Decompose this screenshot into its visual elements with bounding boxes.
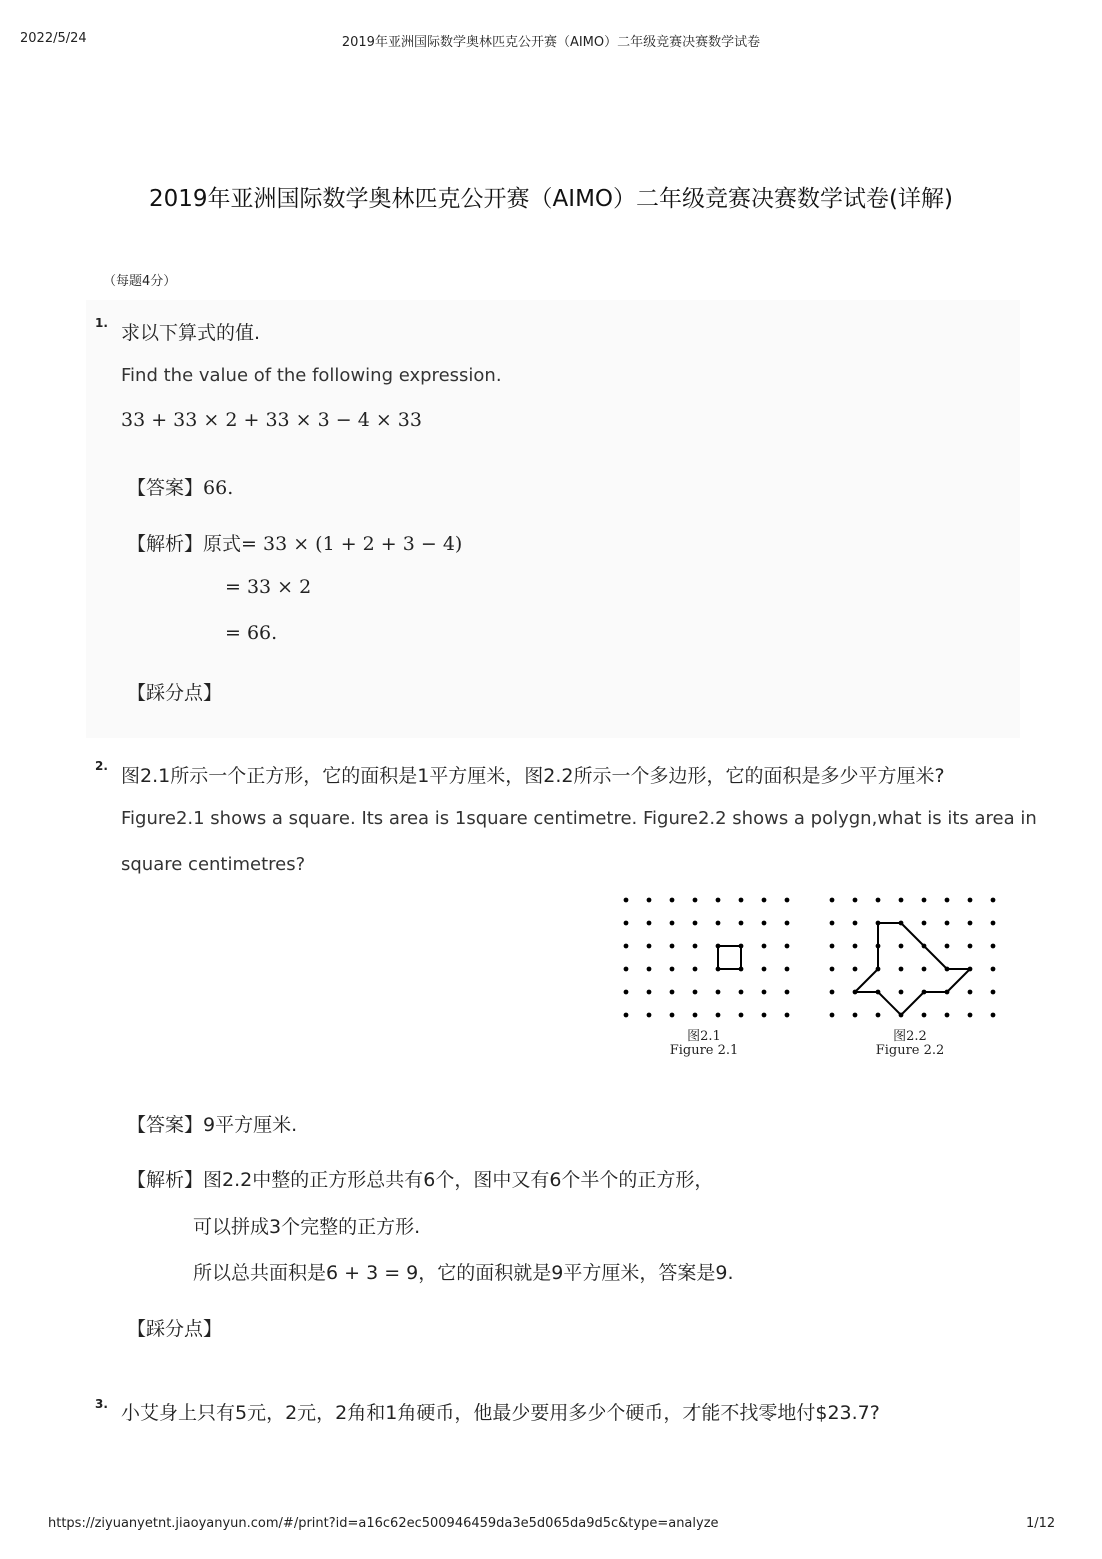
grid-dot bbox=[693, 921, 698, 926]
grid-dot bbox=[968, 944, 973, 949]
grid-dot bbox=[922, 967, 927, 972]
grid-dot bbox=[830, 1013, 835, 1018]
question-1-text-zh: 求以下算式的值. bbox=[121, 322, 261, 344]
grid-dot bbox=[716, 1013, 721, 1018]
grid-dot bbox=[624, 921, 629, 926]
grid-dot bbox=[739, 990, 744, 995]
answer-label: 【答案】 bbox=[127, 1114, 204, 1136]
question-2-text-zh: 图2.1所示一个正方形，它的面积是1平方厘米，图2.2所示一个多边形，它的面积是多少平方厘米? bbox=[121, 765, 945, 787]
grid-dot bbox=[968, 1013, 973, 1018]
grid-dot bbox=[830, 921, 835, 926]
grid-dot bbox=[716, 990, 721, 995]
figure-2-1-dot-grid bbox=[624, 898, 790, 1018]
grid-dot bbox=[670, 1013, 675, 1018]
question-1-number: 1. bbox=[95, 316, 108, 330]
grid-dot bbox=[899, 898, 904, 903]
analysis-line-3: 所以总共面积是6 + 3 = 9，它的面积就是9平方厘米，答案是9. bbox=[193, 1262, 734, 1284]
print-doc-title: 2019年亚洲国际数学奥林匹克公开赛（AIMO）二年级竞赛决赛数学试卷 bbox=[341, 35, 761, 50]
grid-dot bbox=[762, 990, 767, 995]
figure-2-1-caption-en: Figure 2.1 bbox=[669, 1043, 739, 1058]
grid-dot bbox=[716, 921, 721, 926]
question-2-points-label: 【踩分点】 bbox=[127, 1318, 223, 1340]
grid-dot bbox=[853, 898, 858, 903]
question-1-analysis bbox=[127, 529, 462, 556]
grid-dot bbox=[945, 944, 950, 949]
grid-dot bbox=[693, 990, 698, 995]
grid-dot bbox=[876, 898, 881, 903]
grid-dot bbox=[991, 898, 996, 903]
grid-dot bbox=[830, 944, 835, 949]
grid-dot bbox=[830, 898, 835, 903]
question-2-analysis bbox=[127, 1165, 713, 1192]
grid-dot bbox=[945, 1013, 950, 1018]
grid-dot bbox=[785, 898, 790, 903]
grid-dot bbox=[647, 944, 652, 949]
page-title: 2019年亚洲国际数学奥林匹克公开赛（AIMO）二年级竞赛决赛数学试卷(详解) bbox=[149, 186, 953, 212]
grid-dot bbox=[762, 1013, 767, 1018]
grid-dot bbox=[624, 967, 629, 972]
grid-dot bbox=[830, 967, 835, 972]
analysis-label: 【解析】 bbox=[127, 1169, 204, 1191]
grid-dot bbox=[830, 990, 835, 995]
grid-dot bbox=[670, 944, 675, 949]
grid-dot bbox=[624, 898, 629, 903]
grid-dot bbox=[693, 1013, 698, 1018]
grid-dot bbox=[876, 1013, 881, 1018]
grid-dot bbox=[716, 898, 721, 903]
grid-dot bbox=[785, 944, 790, 949]
answer-label: 【答案】 bbox=[127, 477, 204, 499]
question-2-text-en-1: Figure2.1 shows a square. Its area is 1square centimetre. Figure2.2 shows a polygn,what is its area in bbox=[121, 808, 1037, 829]
score-note: （每题4分） bbox=[103, 274, 177, 289]
grid-dot bbox=[647, 990, 652, 995]
grid-dot bbox=[899, 967, 904, 972]
grid-dot bbox=[693, 898, 698, 903]
grid-dot bbox=[647, 898, 652, 903]
question-3-text-zh: 小艾身上只有5元，2元，2角和1角硬币，他最少要用多少个硬币，才能不找零地付$23.7? bbox=[121, 1402, 880, 1424]
figure-2-2-dot-grid bbox=[830, 898, 996, 1018]
print-date: 2022/5/24 bbox=[20, 31, 87, 46]
analysis-line-2: = 33 × 2 bbox=[225, 576, 312, 598]
grid-dot bbox=[762, 921, 767, 926]
grid-dot bbox=[762, 898, 767, 903]
question-3-number: 3. bbox=[95, 1397, 108, 1411]
grid-dot bbox=[991, 1013, 996, 1018]
grid-dot bbox=[853, 921, 858, 926]
grid-dot bbox=[922, 898, 927, 903]
grid-dot bbox=[785, 990, 790, 995]
grid-dot bbox=[968, 921, 973, 926]
grid-dot bbox=[899, 990, 904, 995]
grid-dot bbox=[670, 921, 675, 926]
grid-dot bbox=[670, 898, 675, 903]
question-2-text-en-2: square centimetres? bbox=[121, 854, 306, 875]
grid-dot bbox=[922, 921, 927, 926]
figure-2-1-caption-zh: 图2.1 bbox=[687, 1029, 721, 1044]
question-2-figures bbox=[610, 885, 1020, 1035]
grid-dot bbox=[762, 967, 767, 972]
grid-dot bbox=[991, 990, 996, 995]
grid-dot bbox=[647, 1013, 652, 1018]
question-1-expression: 33 + 33 × 2 + 33 × 3 − 4 × 33 bbox=[121, 409, 422, 431]
question-2-number: 2. bbox=[95, 759, 108, 773]
grid-dot bbox=[739, 1013, 744, 1018]
grid-dot bbox=[968, 898, 973, 903]
page-number: 1/12 bbox=[1026, 1516, 1056, 1531]
question-1-text-en: Find the value of the following expression. bbox=[121, 365, 502, 386]
grid-dot bbox=[693, 967, 698, 972]
answer-value: 66. bbox=[203, 477, 234, 499]
analysis-line-1: 图2.2中整的正方形总共有6个，图中又有6个半个的正方形， bbox=[203, 1169, 714, 1191]
analysis-line-2: 可以拼成3个完整的正方形. bbox=[193, 1216, 421, 1238]
grid-dot bbox=[693, 944, 698, 949]
analysis-line-1: = 33 × (1 + 2 + 3 − 4) bbox=[241, 533, 463, 555]
figure-2-2-polygon bbox=[855, 923, 970, 1015]
grid-dot bbox=[647, 921, 652, 926]
grid-dot bbox=[785, 967, 790, 972]
answer-value: 9平方厘米. bbox=[203, 1114, 298, 1136]
grid-dot bbox=[785, 1013, 790, 1018]
figure-2-2-caption-zh: 图2.2 bbox=[893, 1029, 927, 1044]
grid-dot bbox=[739, 921, 744, 926]
grid-dot bbox=[624, 990, 629, 995]
question-1-points-label: 【踩分点】 bbox=[127, 682, 223, 704]
analysis-prefix: 原式 bbox=[203, 533, 242, 555]
analysis-label: 【解析】 bbox=[127, 533, 204, 555]
grid-dot bbox=[991, 921, 996, 926]
grid-dot bbox=[670, 990, 675, 995]
grid-dot bbox=[853, 967, 858, 972]
grid-dot bbox=[945, 898, 950, 903]
grid-dot bbox=[624, 1013, 629, 1018]
grid-dot bbox=[762, 944, 767, 949]
grid-dot bbox=[922, 1013, 927, 1018]
grid-dot bbox=[945, 921, 950, 926]
grid-dot bbox=[968, 990, 973, 995]
grid-dot bbox=[624, 944, 629, 949]
print-url: https://ziyuanyetnt.jiaoyanyun.com/#/print?id=a16c62ec500946459da3e5d065da9d5c&type=analyze bbox=[48, 1516, 719, 1531]
grid-dot bbox=[899, 944, 904, 949]
figure-2-2-caption-en: Figure 2.2 bbox=[875, 1043, 945, 1058]
grid-dot bbox=[853, 944, 858, 949]
figure-2-1-square bbox=[718, 946, 741, 969]
analysis-line-3: = 66. bbox=[225, 622, 278, 644]
question-2-answer bbox=[127, 1110, 297, 1137]
grid-dot bbox=[991, 944, 996, 949]
grid-dot bbox=[670, 967, 675, 972]
grid-dot bbox=[853, 1013, 858, 1018]
grid-dot bbox=[785, 921, 790, 926]
grid-dot bbox=[647, 967, 652, 972]
question-1-answer bbox=[127, 473, 233, 500]
grid-dot bbox=[991, 967, 996, 972]
grid-dot bbox=[739, 898, 744, 903]
